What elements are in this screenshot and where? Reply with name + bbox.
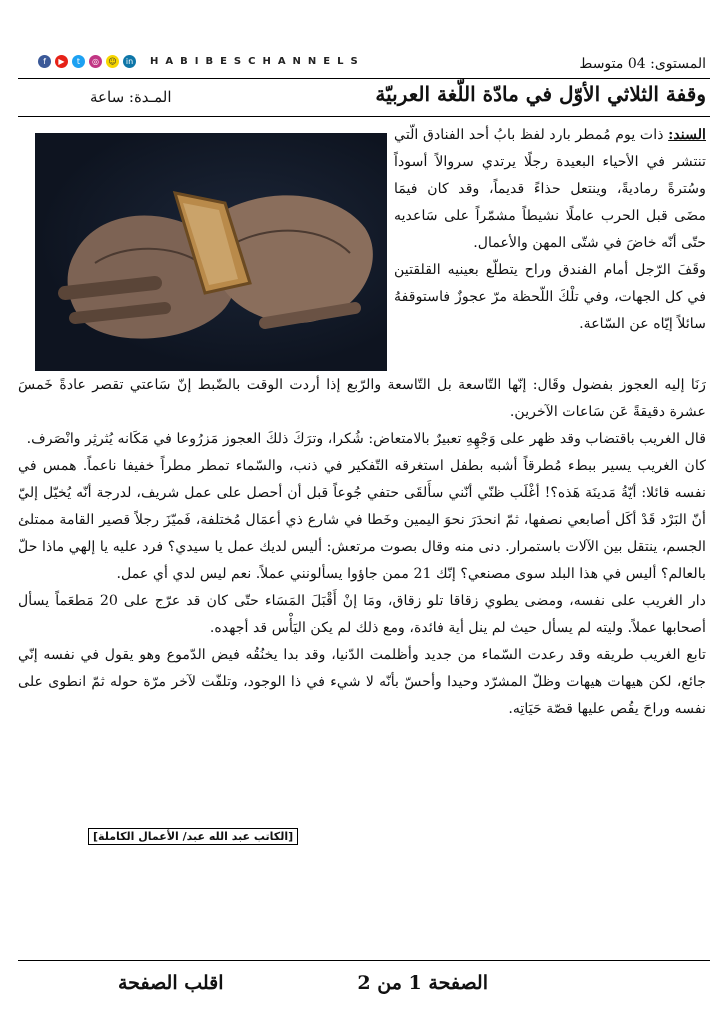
footer-divider bbox=[18, 960, 710, 961]
linkedin-icon: in bbox=[123, 55, 136, 68]
paragraph-1: ذات يوم مُمطر بارد لفظ بابُ أحد الفنادق الّتي تنتشر في الأحياء البعيدة رجلًا يرتدي سروالاً أسوداً وسُترةً رماديةً، وينتعل حذاءً قديماً، وقد كان فيمَا مضَى قبل الحرب عاملًا نشيطاً مشمّراً على سَاعديه حتّى أنّه خاضَ في شتّى المهن والأعمال. bbox=[394, 127, 706, 251]
duration-label: المـدة: ساعة bbox=[90, 88, 172, 106]
level-label: المستوى: 04 متوسط bbox=[579, 56, 706, 72]
paragraph-7: تابع الغريب طريقه وقد رعدت السّماء من جديد وأظلمت الدّنيا، وقد بدا يخنُقُه فيض الدّموع وهو يقول في نفسه إنّي جائع، لكن هيهات هيهات وظلّ المشرّد وحيدا وأحسّ بأنّه لا شيء في ذا الوجود، وتلفّت لآخر مرّة حوله ثمّ انطوى على نفسه وراحَ يقُص عليها قصّة حَيَاتِه. bbox=[18, 647, 706, 717]
facebook-icon: f bbox=[38, 55, 51, 68]
paragraph-6: دار الغريب على نفسه، ومضى يطوي زقاقا تلو زقاق، ومَا إنْ أَقْبَلَ المَسَاء حتّى كان قد عرّج على 20 مَطعَماً يسأل أصحابها عملاً. وليته لم يسأل حيث لم ينل أية فائدة، ومع ذلك لم يكن اليَأْس قد أجهده. bbox=[18, 593, 706, 636]
hands-bread-illustration bbox=[35, 133, 387, 371]
passage-main bbox=[18, 372, 706, 723]
page-number: الصفحة 1 من 2 bbox=[357, 972, 488, 994]
passage-top bbox=[394, 122, 706, 338]
header-divider-bottom bbox=[18, 116, 710, 117]
twitter-icon: t bbox=[72, 55, 85, 68]
turn-page-label: اقلب الصفحة bbox=[118, 972, 224, 994]
header-divider-top bbox=[18, 78, 710, 79]
paragraph-5: كان الغريب يسير ببطء مُطرقاً أشبه بطفل استغرقه التّفكير في ذنب، والسّماء تمطر مطراً خفيفا ناعماً. همس في نفسه قائلا: أيّةُ مَدينَة هَذه؟! أغْلَب ظنّي أنّني سأَلقَى حتفي جُوعاً قبل أن أحصل على عمل شريف، لدرجة أنّه يُخيّل إليّ أنّ البَرْد قَدْ أكَل أصابعي نصفها، ثمّ انحدَرَ نحوَ اليمين وخَطا في شارع ذي أعمَال مُختلفة، فَميّزَ رجلاً قصير القامة ممتلئ الجسم، ينتقل بين الآلات باستمرار. دنى منه وقال بصوت مرتعش: أليس لديك عمل يا سيدي؟ فرد عليه يا إلهي ماذا حلّ بالعالم؟ أليس في هذا البلد سوى مصنعي؟ إنّك 21 ممن جاؤوا يسألونني عملاً. نعم ليس لدي أي عمل. bbox=[18, 458, 706, 582]
paragraph-2: وقَفَ الرّجل أمام الفندق وراح يتطلّع بعينيه القلقتين في كل الجهات، وفي تلْكَ اللّحظة مرّ عجوزٌ فاستوقفهُ سائلاً إيّاه عن السّاعة. bbox=[394, 262, 706, 332]
passage-label: السند: bbox=[668, 127, 706, 143]
brand-text: HABIBESCHANNELS bbox=[150, 55, 365, 67]
hands-bread-photo bbox=[35, 133, 387, 371]
page-title: وقفة الثلاثي الأوّل في مادّة اللّغة العربيّة bbox=[375, 82, 706, 106]
snapchat-icon: ☺ bbox=[106, 55, 119, 68]
youtube-icon: ▶ bbox=[55, 55, 68, 68]
social-strip bbox=[38, 52, 368, 70]
author-citation: [الكاتب عبد الله عبد/ الأعمال الكاملة] bbox=[88, 828, 298, 845]
paragraph-4: قال الغريب باقتضاب وقد ظهر على وَجْهِهِ تعبيرٌ بالامتعاض: شُكرا، وترَكَ ذلكَ العجوز مَزرُوعا في مَكَانه يُثرثِر وانْصَرف. bbox=[26, 431, 706, 447]
paragraph-3: رَنَا إليه العجوز بفضول وقَال: إنّها التّاسعة بل التّاسعة والرّبع إذا أردت الوقت بالضّبط إنّ سَاعتي تقصر عادةً خَمسَ عشرة دقيقةً عَن سَاعات الآخرين. bbox=[18, 377, 706, 420]
instagram-icon: ◎ bbox=[89, 55, 102, 68]
